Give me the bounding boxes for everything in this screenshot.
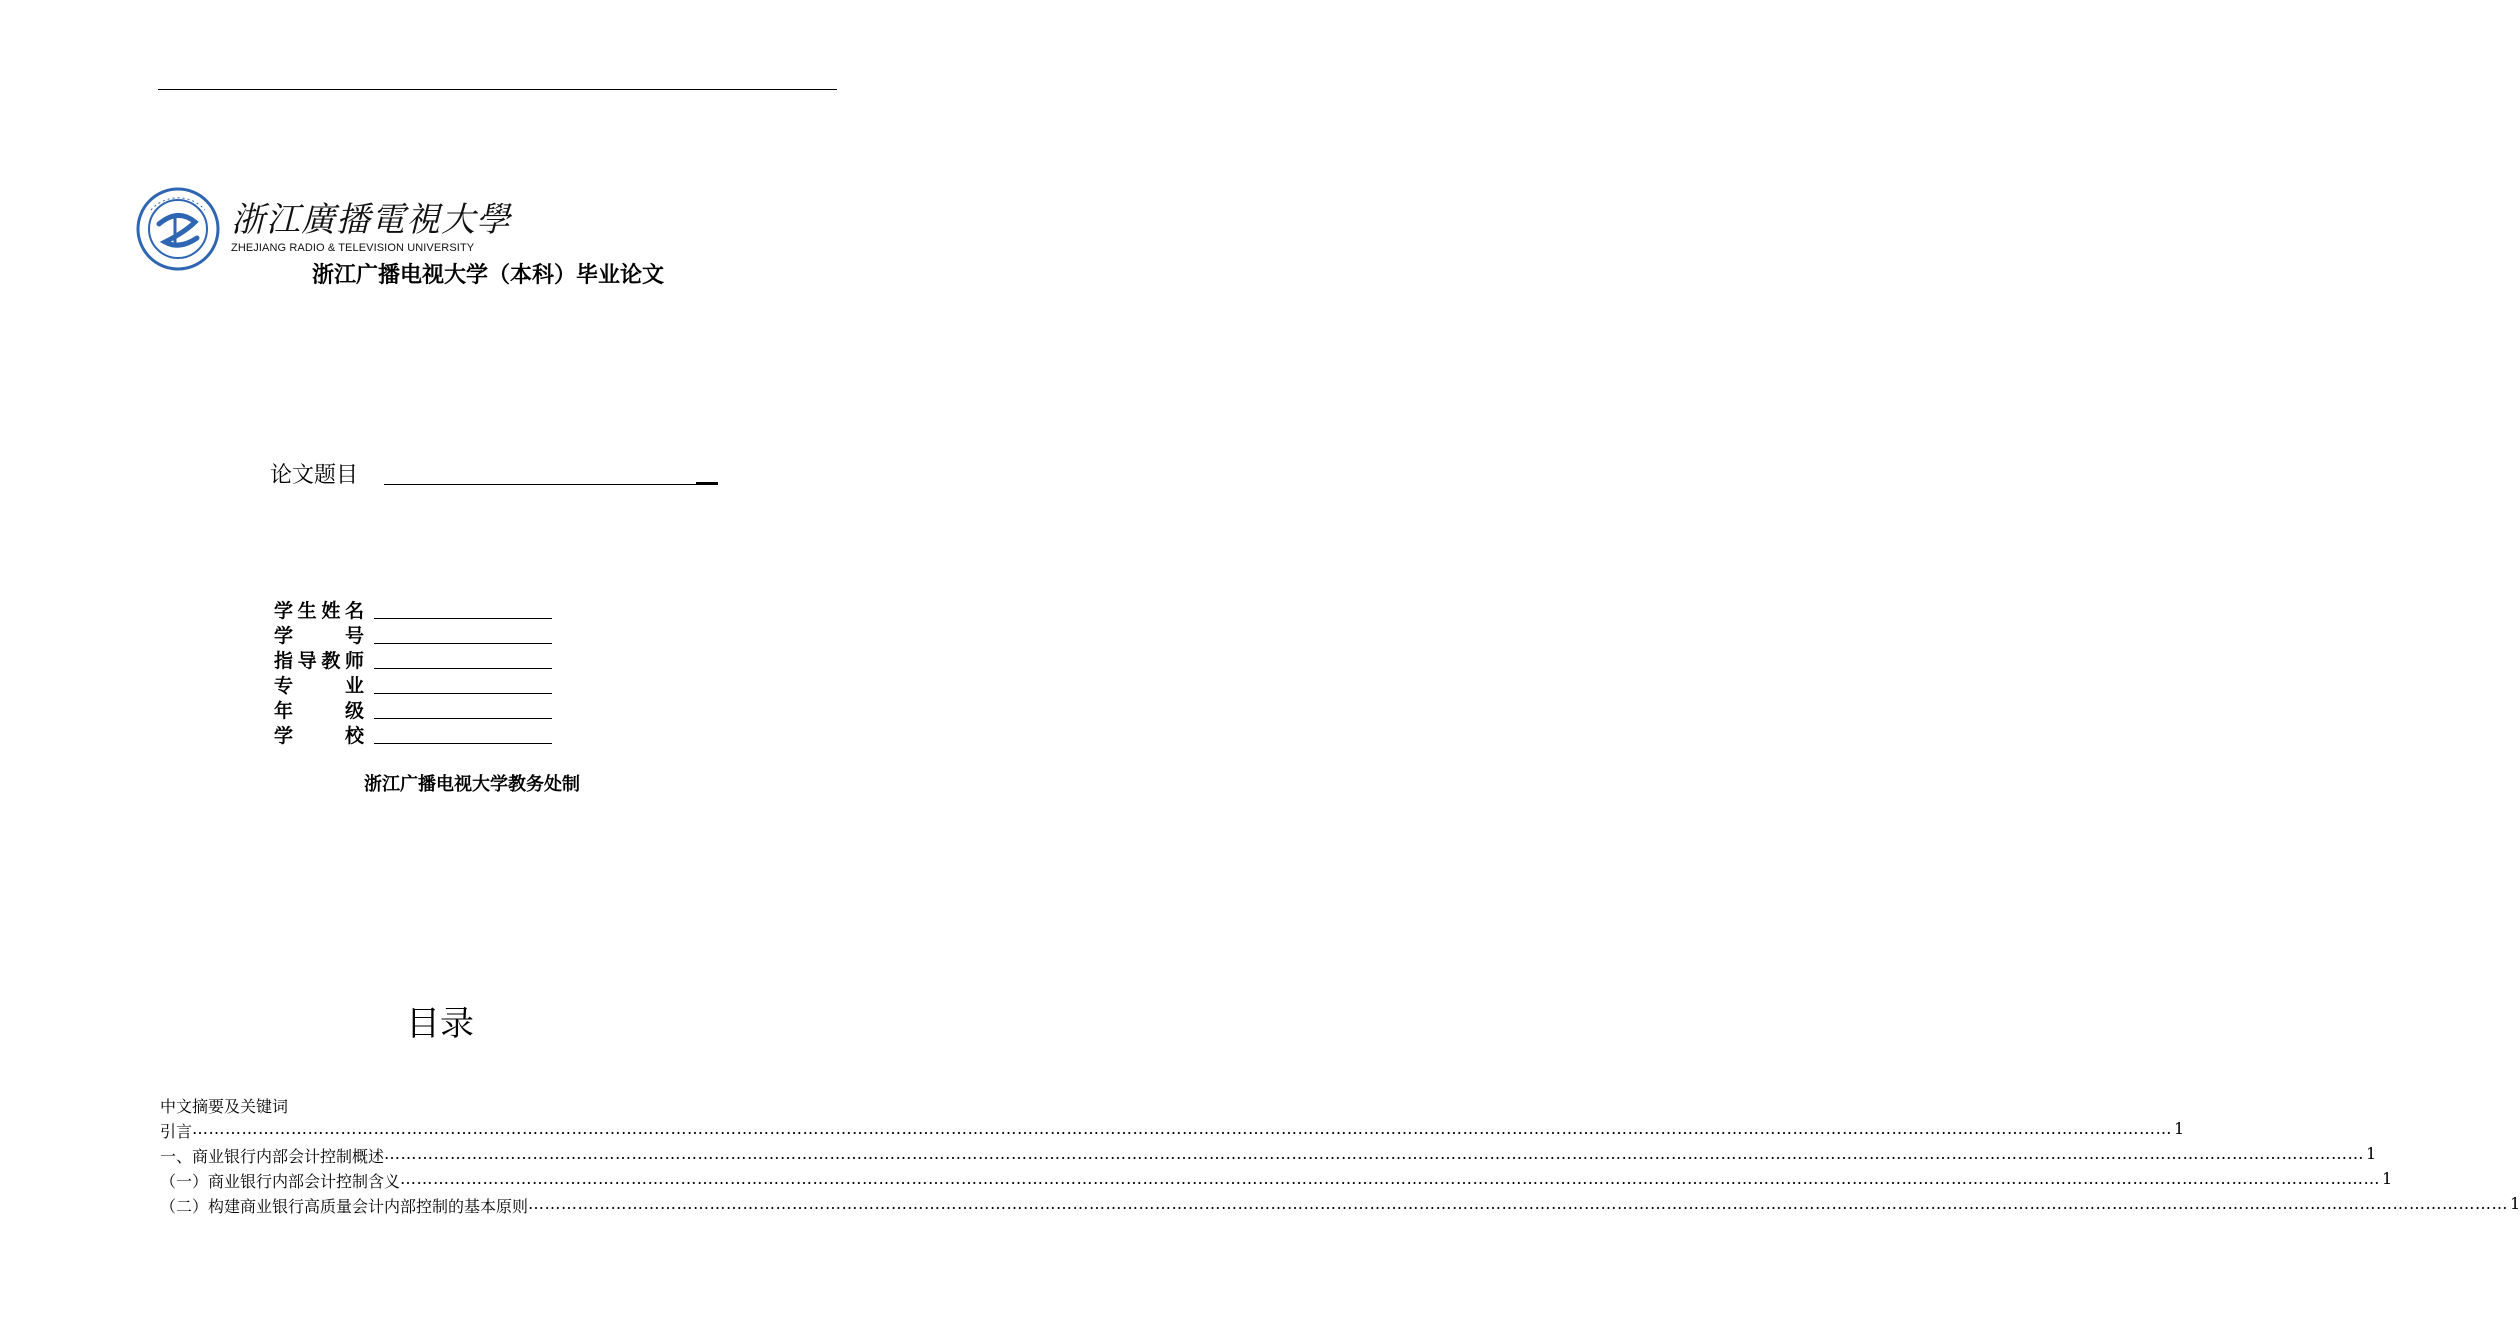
issuer: 浙江广播电视大学教务处制 xyxy=(364,774,580,795)
toc-entry[interactable] xyxy=(160,1094,820,1119)
toc-leader-dots: ……………………………………………………………………………………………………………………………………………………………………………………………………………………………………………………………………………………………………………………………… xyxy=(384,1144,2365,1163)
info-label-char: 学 xyxy=(274,600,294,622)
toc-page-number: 1 xyxy=(2510,1194,2520,1213)
info-label xyxy=(274,596,364,623)
info-label-char: 姓 xyxy=(321,600,341,622)
info-label-char: 号 xyxy=(344,625,364,647)
info-label xyxy=(274,621,364,648)
info-underline xyxy=(374,693,552,694)
info-label-char: 教 xyxy=(321,650,341,672)
toc-leader-dots: ……………………………………………………………………………………………………………………………………………………………………………………………………………………………………………………………………………………………………………………………… xyxy=(528,1194,2509,1213)
info-label-char: 指 xyxy=(274,650,294,672)
toc-entry-text: 引言 xyxy=(160,1122,193,1141)
info-label xyxy=(274,696,364,723)
toc-entry-text: 中文摘要及关键词 xyxy=(160,1097,289,1116)
info-label-char: 年 xyxy=(274,700,294,722)
thesis-title: 浙江广播电视大学（本科）毕业论文 xyxy=(312,263,665,288)
toc-entry[interactable] xyxy=(160,1144,2377,1169)
info-label-char: 生 xyxy=(297,600,317,622)
toc-page-number: 1 xyxy=(2382,1169,2393,1188)
toc-entry-text: （一）商业银行内部会计控制含义 xyxy=(160,1172,401,1191)
topic-underline xyxy=(384,484,718,485)
info-label-char: 业 xyxy=(344,675,364,697)
info-underline xyxy=(374,643,552,644)
topic-underline-end xyxy=(696,482,718,484)
toc-entry[interactable] xyxy=(160,1169,2393,1194)
toc-page-number: 1 xyxy=(2174,1119,2185,1138)
info-underline xyxy=(374,668,552,669)
info-label xyxy=(274,721,364,748)
table-of-contents xyxy=(160,1094,2520,1219)
seal-emblem-icon xyxy=(135,186,221,272)
info-label-char: 专 xyxy=(274,675,294,697)
toc-entry-text: （二）构建商业银行高质量会计内部控制的基本原则 xyxy=(160,1197,529,1216)
info-underline xyxy=(374,743,552,744)
toc-leader-dots: ……………………………………………………………………………………………………………………………………………………………………………………………………………………………………………………………………………………………………………………………… xyxy=(400,1169,2381,1188)
info-underline xyxy=(374,718,552,719)
info-label-char: 级 xyxy=(344,700,364,722)
info-label-char: 导 xyxy=(297,650,317,672)
info-label-char: 名 xyxy=(344,600,364,622)
topic-label: 论文题目 xyxy=(270,463,359,488)
toc-title: 目录 xyxy=(406,1004,474,1044)
info-label-char: 学 xyxy=(274,625,294,647)
toc-leader-dots: ……………………………………………………………………………………………………………………………………………………………………………………………………………………………………………………………………………………………………………………………… xyxy=(192,1119,2173,1138)
logo-name-cn: 浙江廣播電視大學 xyxy=(231,200,511,240)
header-rule xyxy=(158,89,837,90)
toc-entry[interactable] xyxy=(160,1194,2520,1219)
info-underline xyxy=(374,618,552,619)
logo-name-en: ZHEJIANG RADIO & TELEVISION UNIVERSITY xyxy=(231,242,475,254)
info-label xyxy=(274,671,364,698)
info-label xyxy=(274,646,364,673)
info-label-char: 校 xyxy=(344,725,364,747)
info-label-char: 师 xyxy=(344,650,364,672)
toc-page-number: 1 xyxy=(2366,1144,2377,1163)
toc-entry[interactable] xyxy=(160,1119,2185,1144)
toc-entry-text: 一、商业银行内部会计控制概述 xyxy=(160,1147,385,1166)
info-label-char: 学 xyxy=(274,725,294,747)
